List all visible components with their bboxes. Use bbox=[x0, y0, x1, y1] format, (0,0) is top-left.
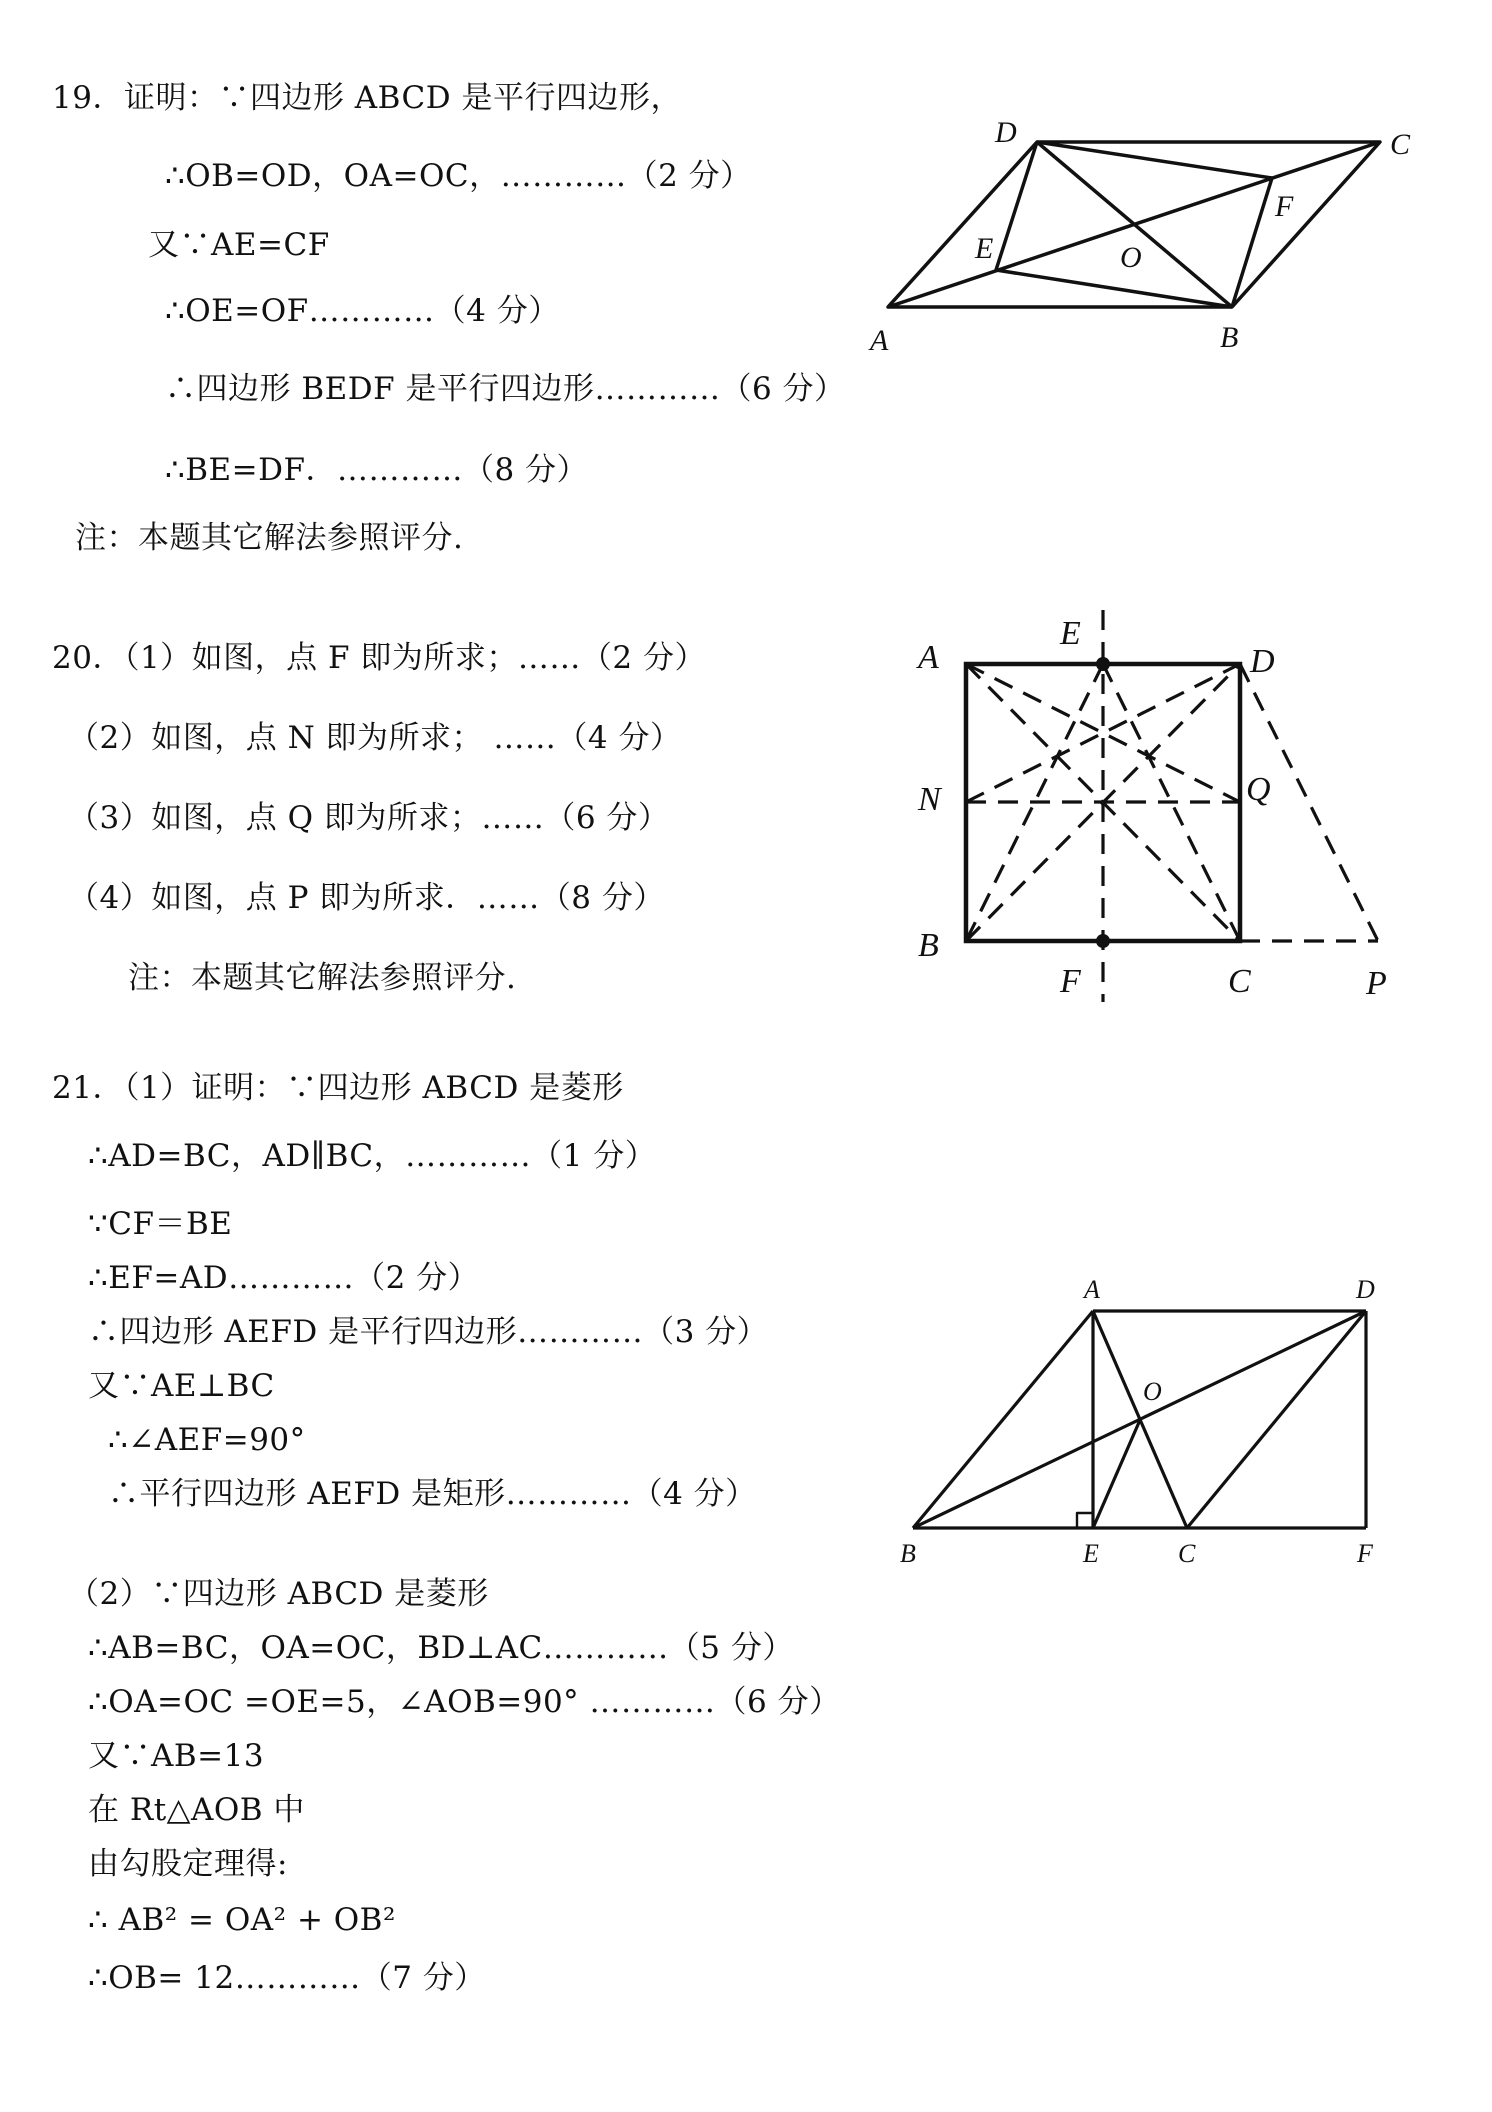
q21-part2-line-4: 又∵AB=13 bbox=[88, 1738, 265, 1774]
q19-label-c: C bbox=[1390, 128, 1411, 161]
q19-line-6: ∴BE=DF．…………（8 分） bbox=[165, 452, 589, 488]
q21-label-f: F bbox=[1357, 1539, 1373, 1568]
q20-label-e: E bbox=[1060, 615, 1081, 652]
q19-label-d: D bbox=[995, 116, 1017, 149]
q20-label-a: A bbox=[918, 639, 939, 676]
q20-label-c: C bbox=[1228, 963, 1251, 1000]
q21-line-5: ∴四边形 AEFD 是平行四边形…………（3 分） bbox=[88, 1314, 769, 1350]
q20-line-1: 20．（1）如图，点 F 即为所求；……（2 分） bbox=[52, 640, 706, 676]
q21-line-oe bbox=[1093, 1420, 1140, 1528]
q21-part2-line-8: ∴OB= 12…………（7 分） bbox=[88, 1960, 486, 1996]
q20-label-f: F bbox=[1060, 963, 1081, 1000]
q19-label-o: O bbox=[1120, 241, 1142, 274]
q21-label-e: E bbox=[1083, 1539, 1099, 1568]
q19-label-f: F bbox=[1275, 190, 1294, 223]
q21-label-o: O bbox=[1143, 1377, 1162, 1406]
q19-label-b: B bbox=[1220, 321, 1239, 354]
q21-label-c: C bbox=[1178, 1539, 1196, 1568]
q19-line-2: ∴OB=OD，OA=OC，…………（2 分） bbox=[165, 158, 752, 194]
q21-part2-line-1: （2）∵四边形 ABCD 是菱形 bbox=[68, 1576, 489, 1612]
q21-label-b: B bbox=[900, 1539, 916, 1568]
q21-line-ab bbox=[913, 1311, 1093, 1528]
q20-label-p: P bbox=[1366, 965, 1387, 1002]
q21-line-1: 21．（1）证明：∵四边形 ABCD 是菱形 bbox=[52, 1070, 624, 1106]
q19-line-3: 又∵AE=CF bbox=[148, 227, 330, 263]
q20-point-e bbox=[1096, 657, 1110, 671]
q21-line-2: ∴AD=BC，AD∥BC，…………（1 分） bbox=[88, 1138, 657, 1174]
q21-line-6: 又∵AE⊥BC bbox=[88, 1368, 275, 1404]
q21-line-bd bbox=[913, 1311, 1366, 1528]
q19-line-4: ∴OE=OF…………（4 分） bbox=[165, 293, 560, 329]
q19-line-1: 19．证明：∵四边形 ABCD 是平行四边形， bbox=[52, 80, 682, 116]
q19-note: 注：本题其它解法参照评分. bbox=[75, 520, 464, 556]
q21-line-7: ∴∠AEF=90° bbox=[108, 1422, 306, 1458]
q20-line-3: （3）如图，点 Q 即为所求；……（6 分） bbox=[68, 800, 670, 836]
q21-line-4: ∴EF=AD…………（2 分） bbox=[88, 1260, 480, 1296]
q21-label-a: A bbox=[1084, 1275, 1100, 1304]
q21-part2-line-3: ∴OA=OC =OE=5，∠AOB=90° …………（6 分） bbox=[88, 1684, 841, 1720]
q21-rhombus-figure bbox=[880, 1260, 1440, 1580]
q21-part2-line-6: 由勾股定理得: bbox=[88, 1846, 288, 1882]
q21-line-3: ∵CF＝BE bbox=[88, 1206, 233, 1242]
q19-line-5: ∴四边形 BEDF 是平行四边形…………（6 分） bbox=[165, 371, 846, 407]
q21-part2-line-5: 在 Rt△AOB 中 bbox=[88, 1792, 305, 1828]
q20-square-figure bbox=[900, 600, 1420, 1020]
q21-label-d: D bbox=[1356, 1275, 1375, 1304]
q20-label-q: Q bbox=[1246, 771, 1271, 808]
q20-label-b: B bbox=[918, 927, 939, 964]
q21-part2-line-2: ∴AB=BC，OA=OC，BD⊥AC…………（5 分） bbox=[88, 1630, 794, 1666]
q19-label-e: E bbox=[975, 232, 994, 265]
q19-label-a: A bbox=[870, 324, 889, 357]
q20-label-n: N bbox=[918, 781, 941, 818]
q20-point-f bbox=[1096, 934, 1110, 948]
q21-part2-line-7: ∴ AB² = OA² + OB² bbox=[88, 1902, 396, 1938]
q21-line-8: ∴平行四边形 AEFD 是矩形…………（4 分） bbox=[108, 1476, 757, 1512]
q19-parallelogram-figure bbox=[870, 110, 1430, 370]
q21-right-angle-mark bbox=[1077, 1513, 1093, 1528]
q20-note: 注：本题其它解法参照评分. bbox=[128, 960, 517, 996]
q20-line-4: （4）如图，点 P 即为所求．……（8 分） bbox=[68, 880, 665, 916]
q20-line-2: （2）如图，点 N 即为所求； ……（4 分） bbox=[68, 720, 682, 756]
q20-label-d: D bbox=[1250, 643, 1275, 680]
q21-line-cd bbox=[1187, 1311, 1366, 1528]
